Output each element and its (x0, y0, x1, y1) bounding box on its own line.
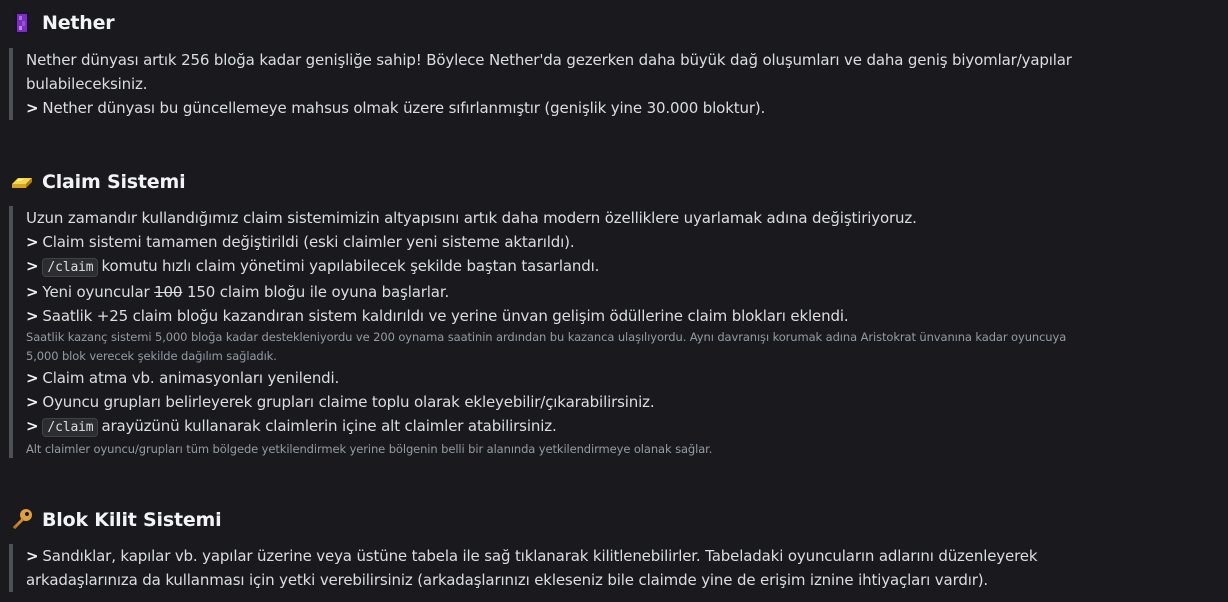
claim-item-text: arayüzünü kullanarak claimlerin içine alt claimler atabilirsiniz. (101, 417, 557, 435)
gold-ingot-icon (10, 170, 34, 194)
lock-heading (10, 506, 221, 534)
claim-heading (10, 168, 185, 196)
list-item (26, 254, 1106, 280)
claim-item-text: Oyuncu grupları belirleyerek grupları claime toplu olarak ekleyebilir/çıkarabilirsiniz. (42, 393, 655, 411)
quote-marker: > (26, 283, 39, 301)
claim-item-text: Claim atma vb. animasyonları yenilendi. (42, 369, 340, 387)
claim-quote (9, 206, 1106, 458)
lock-text-body: Sandıklar, kapılar vb. yapılar üzerine veya üstüne tabela ile sağ tıklanarak kilitlenebilirler. Tabeladaki oyuncuların adlarını düzenleyerek arkadaşlarınıza da kullanması için yetki verebilirsiniz (arkadaşlarınızı ekleseniz bile claimde yine de erişim iznine ihtiyaçları vardır). (26, 547, 1038, 589)
subtext-note: Saatlik kazanç sistemi 5,000 bloğa kadar destekleniyordu ve 200 oynama saatinin ardından bu kazanca ulaşılıyordu. Aynı davranışı korumak adına Aristokrat ünvanına kadar oyuncuya 5,000 blok verecek şekilde dağılım sağladık. (26, 330, 1067, 363)
claim-item-suffix: 150 claim bloğu ile oyuna başlarlar. (186, 283, 450, 301)
quote-marker: > (26, 547, 39, 565)
quote-marker: > (26, 233, 39, 251)
list-item (26, 230, 1106, 254)
lock-quote (9, 544, 1106, 592)
nether-note (26, 96, 1106, 120)
subtext-note: Alt claimler oyuncu/grupları tüm bölgede yetkilendirmek yerine bölgenin belli bir alanında yetkilendirmeye olanak sağlar. (26, 442, 713, 456)
list-item (26, 414, 1106, 440)
claim-item-text: Saatlik +25 claim bloğu kazandıran sistem kaldırıldı ve yerine ünvan gelişim ödüllerine claim blokları eklendi. (42, 307, 849, 325)
quote-marker: > (26, 307, 39, 325)
nether-quote (9, 48, 1106, 120)
claim-title: Claim Sistemi (42, 171, 186, 193)
quote-marker: > (26, 257, 39, 275)
quote-marker: > (26, 99, 39, 117)
list-item (26, 280, 1106, 304)
list-item (26, 304, 1106, 328)
struck-value: 100 (154, 283, 183, 301)
claim-command[interactable]: /claim (42, 258, 98, 277)
list-item (26, 366, 1106, 390)
key-icon (10, 508, 34, 532)
nether-paragraph: Nether dünyası artık 256 bloğa kadar genişliğe sahip! Böylece Nether'da gezerken daha büyük dağ oluşumları ve daha geniş biyomlar/yapılar bulabileceksiniz. (26, 51, 1072, 93)
nether-title: Nether (42, 12, 115, 34)
quote-marker: > (26, 417, 39, 435)
nether-portal-icon (10, 11, 34, 35)
claim-intro: Uzun zamandır kullandığımız claim sistemimizin altyapısını artık daha modern özelliklere uyarlamak adına değiştiriyoruz. (26, 209, 917, 227)
list-item (26, 390, 1106, 414)
claim-item-text: Claim sistemi tamamen değiştirildi (eski claimler yeni sisteme aktarıldı). (42, 233, 575, 251)
claim-command[interactable]: /claim (42, 418, 98, 437)
lock-text (26, 544, 1086, 592)
claim-item-prefix: Yeni oyuncular (42, 283, 150, 301)
nether-heading (10, 9, 114, 37)
claim-item-text: komutu hızlı claim yönetimi yapılabilecek şekilde baştan tasarlandı. (101, 257, 600, 275)
quote-marker: > (26, 369, 39, 387)
lock-title: Blok Kilit Sistemi (42, 509, 222, 531)
quote-marker: > (26, 393, 39, 411)
nether-note-text: Nether dünyası bu güncellemeye mahsus olmak üzere sıfırlanmıştır (genişlik yine 30.000 bloktur). (42, 99, 766, 117)
